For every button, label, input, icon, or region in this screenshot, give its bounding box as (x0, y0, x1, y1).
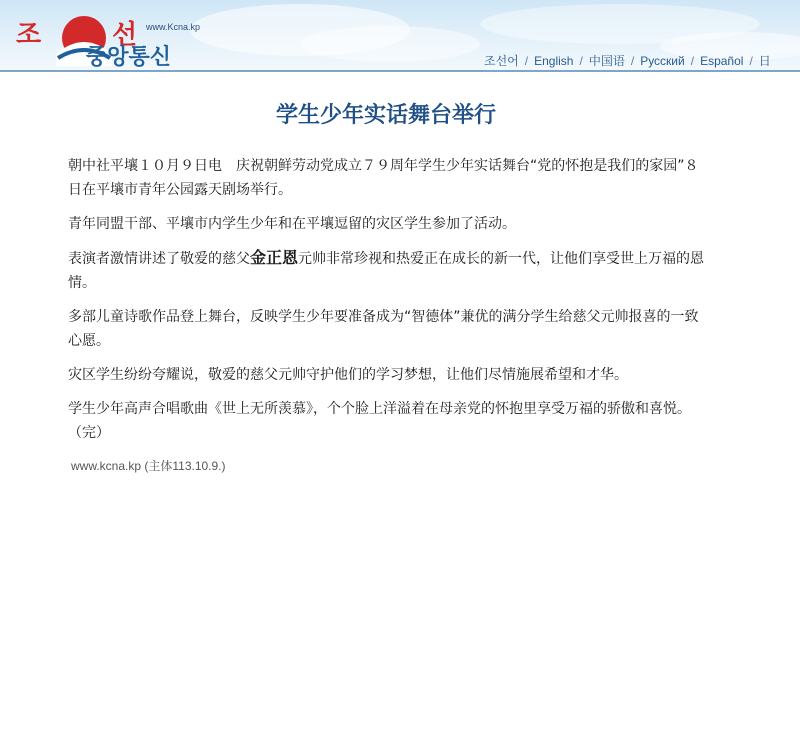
logo-url: www.Kcna.kp (146, 22, 201, 32)
article-paragraph (68, 246, 708, 295)
lang-spanish-link[interactable]: Español (700, 54, 744, 68)
lang-chinese-link[interactable]: 中国语 (588, 54, 625, 68)
article-paragraph: 多部儿童诗歌作品登上舞台，反映学生少年要准备成为“智德体”兼优的满分学生给慈父元帅报喜的一致心愿。 (68, 309, 699, 349)
leader-name-emphasis: 金正恩 (250, 248, 299, 267)
logo-text-seon: 선 (112, 20, 139, 50)
lang-separator: / (579, 54, 583, 68)
article-title: 学生少年实话舞台举行 (275, 103, 496, 128)
lang-japanese-link[interactable]: 日 (758, 54, 771, 68)
paragraph-text: 表演者激情讲述了敬爱的慈父 (68, 251, 250, 267)
header-divider (0, 70, 800, 72)
article-paragraph: 学生少年高声合唱歌曲《世上无所羡慕》，个个脸上洋溢着在母亲党的怀抱里享受万福的骄傲和喜悦。（完） (68, 401, 691, 441)
article-paragraph: 灾区学生纷纷夸耀说，敬爱的慈父元帅守护他们的学习梦想，让他们尽情施展希望和才华。 (68, 367, 628, 383)
lang-korean-link[interactable]: 조선어 (484, 54, 519, 68)
article-body (68, 154, 708, 455)
lang-russian-link[interactable]: Русский (640, 54, 685, 68)
logo-text-jo: 조 (16, 20, 43, 50)
article-source: www.kcna.kp (主体113.10.9.) (71, 459, 226, 473)
article-paragraph: 青年同盟干部、平壤市内学生少年和在平壤逗留的灾区学生参加了活动。 (68, 216, 516, 232)
language-menu (484, 52, 771, 69)
article-paragraph: 朝中社平壤１０月９日电 庆祝朝鲜劳动党成立７９周年学生少年实话舞台“党的怀抱是我们的家园”８日在平壤市青年公园露天剧场举行。 (68, 158, 699, 198)
lang-separator: / (630, 54, 635, 68)
lang-english-link[interactable]: English (534, 54, 574, 68)
kcna-logo[interactable] (12, 6, 224, 68)
lang-separator: / (749, 54, 753, 68)
logo-text-central-news: 중앙통신 (86, 45, 172, 70)
lang-separator: / (690, 54, 695, 68)
site-header (0, 0, 800, 72)
paragraph-text: 元帅非常珍视和热爱正在成长的新一代，让他们享受世上万福的恩情。 (68, 251, 705, 291)
lang-separator: / (524, 54, 529, 68)
